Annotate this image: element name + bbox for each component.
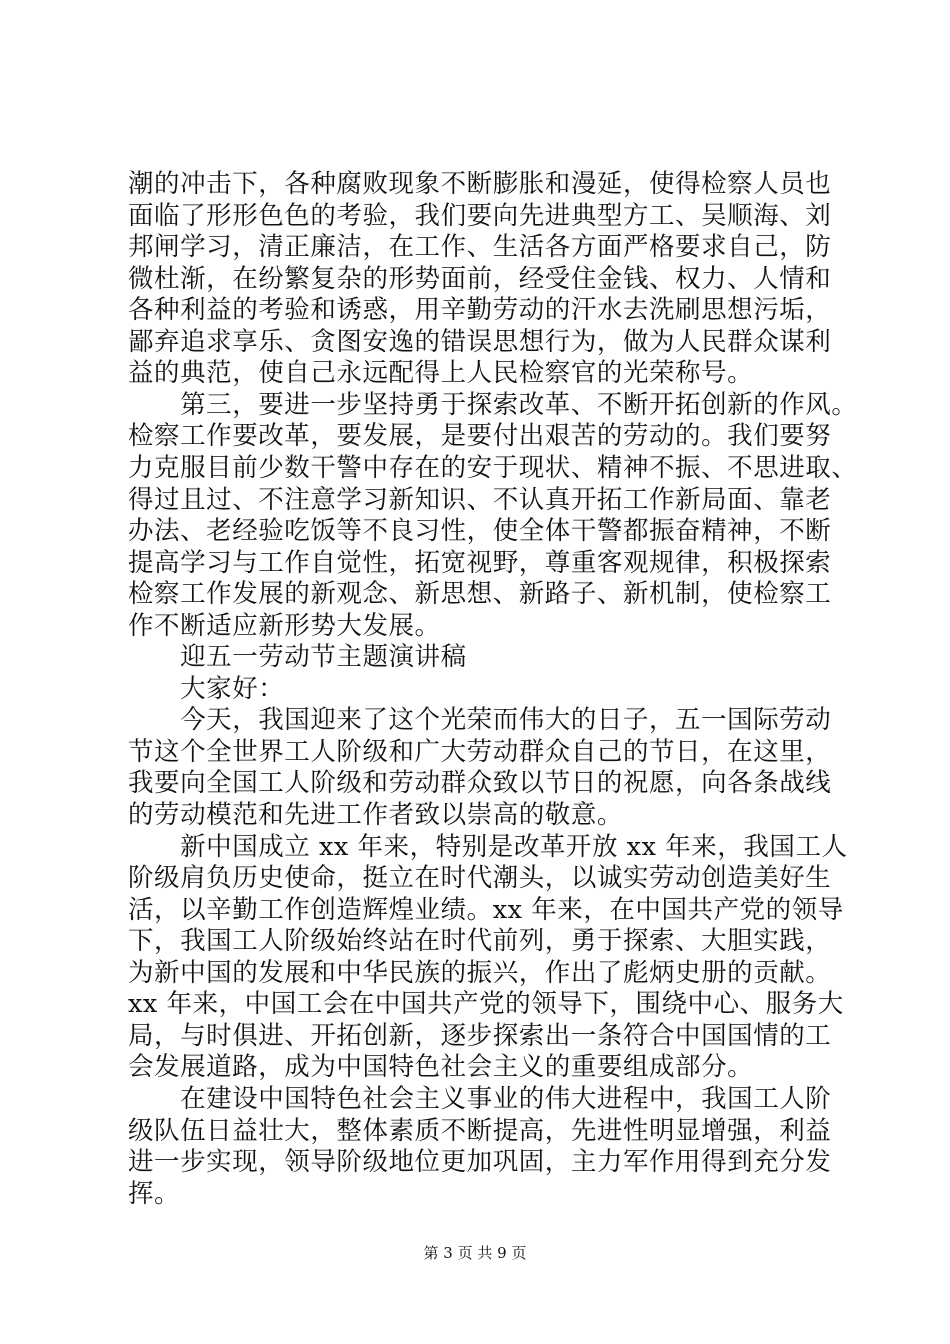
text-line: 新中国成立 xx 年来，特别是改革开放 xx 年来，我国工人	[128, 831, 848, 862]
text-line: 办法、老经验吃饭等不良习性，使全体干警都振奋精神，不断	[128, 516, 832, 547]
text-line: 检察工作发展的新观念、新思想、新路子、新机制，使检察工	[128, 579, 832, 610]
text-line: 局，与时俱进、开拓创新，逐步探索出一条符合中国国情的工	[128, 1020, 832, 1051]
text-line: 会发展道路，成为中国特色社会主义的重要组成部分。	[128, 1052, 754, 1083]
text-line: 益的典范，使自己永远配得上人民检察官的光荣称号。	[128, 358, 754, 389]
text-line: 今天，我国迎来了这个光荣而伟大的日子，五一国际劳动	[128, 705, 832, 736]
text-line: 节这个全世界工人阶级和广大劳动群众自己的节日，在这里，	[128, 736, 832, 767]
text-line: 挥。	[128, 1178, 181, 1209]
text-line: 各种利益的考验和诱惑，用辛勤劳动的汗水去洗刷思想污垢，	[128, 295, 832, 326]
text-line: 的劳动模范和先进工作者致以崇高的敬意。	[128, 800, 623, 830]
text-line: 面临了形形色色的考验，我们要向先进典型方工、吴顺海、刘	[128, 200, 832, 231]
text-line: xx 年来，中国工会在中国共产党的领导下，围绕中心、服务大	[128, 989, 844, 1020]
text-line: 大家好：	[128, 673, 285, 704]
text-line: 力克服目前少数干警中存在的安于现状、精神不振、不思进取、	[128, 452, 858, 483]
text-line: 为新中国的发展和中华民族的振兴，作出了彪炳史册的贡献。	[128, 957, 832, 988]
text-line: 检察工作要改革，要发展，是要付出艰苦的劳动的。我们要努	[128, 421, 832, 452]
text-line: 微杜渐，在纷繁复杂的形势面前，经受住金钱、权力、人情和	[128, 263, 832, 294]
text-line: 得过且过、不注意学习新知识、不认真开拓工作新局面、靠老	[128, 484, 832, 515]
text-line: 第三，要进一步坚持勇于探索改革、不断开拓创新的作风。	[128, 389, 858, 420]
text-line: 级队伍日益壮大，整体素质不断提高，先进性明显增强，利益	[128, 1115, 832, 1146]
text-line: 在建设中国特色社会主义事业的伟大进程中，我国工人阶	[128, 1083, 832, 1114]
text-line: 邦闸学习，清正廉洁，在工作、生活各方面严格要求自己，防	[128, 232, 832, 263]
text-line: 进一步实现，领导阶级地位更加巩固，主力军作用得到充分发	[128, 1147, 832, 1178]
text-line: 我要向全国工人阶级和劳动群众致以节日的祝愿，向各条战线	[128, 768, 832, 799]
text-line: 阶级肩负历史使命，挺立在时代潮头，以诚实劳动创造美好生	[128, 863, 832, 894]
page-footer: 第 3 页 共 9 页	[423, 1244, 527, 1262]
text-line: 鄙弃追求享乐、贪图安逸的错误思想行为，做为人民群众谋利	[128, 326, 832, 357]
text-line: 潮的冲击下，各种腐败现象不断膨胀和漫延，使得检察人员也	[128, 169, 832, 199]
text-line: 下，我国工人阶级始终站在时代前列，勇于探索、大胆实践，	[128, 926, 832, 957]
text-line: 作不断适应新形势大发展。	[128, 610, 441, 641]
text-line: 迎五一劳动节主题演讲稿	[128, 642, 467, 673]
text-line: 活，以辛勤工作创造辉煌业绩。xx 年来，在中国共产党的领导	[128, 894, 844, 925]
text-line: 提高学习与工作自觉性，拓宽视野，尊重客观规律，积极探索	[128, 547, 832, 578]
